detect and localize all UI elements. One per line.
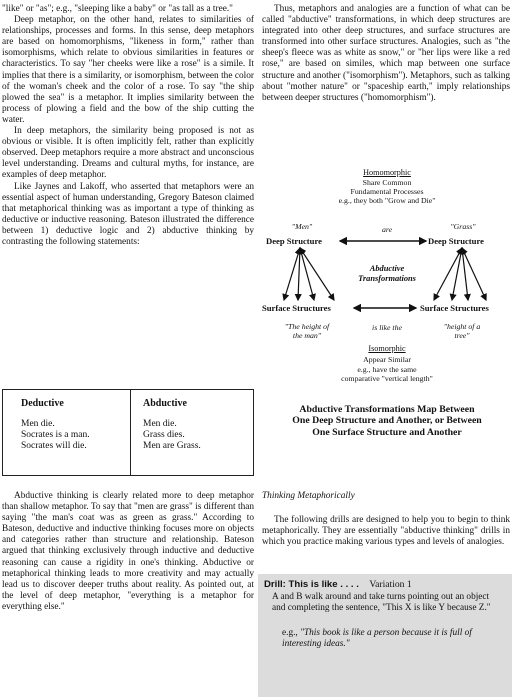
drill-eg: e.g., bbox=[282, 628, 298, 638]
right-column-top bbox=[262, 4, 510, 104]
isomorphic-line3: comparative "vertical length" bbox=[341, 374, 433, 383]
diagram-caption bbox=[262, 404, 512, 438]
abductive-label: Abductive bbox=[369, 264, 405, 273]
drill-variation: Variation 1 bbox=[369, 579, 412, 590]
caption-line: One Surface Structure and Another bbox=[312, 426, 462, 438]
deductive-header: Deductive bbox=[21, 398, 64, 409]
paragraph-drills-intro: The following drills are designed to help you to begin to think metaphorically. They are essentially "abductive thinking" drills in which you practice making various types and levels of analogies. bbox=[262, 515, 510, 548]
deductive-column bbox=[21, 398, 90, 452]
height-man-line2: the man" bbox=[292, 331, 322, 340]
table-line: Men die. bbox=[21, 419, 55, 429]
paragraph-deep-metaphor-similarity: In deep metaphors, the similarity being proposed is not as obvious or visible. It is often implicitly felt, rather than explicitly observed. Deep metaphors require a more abstract and unconscious level understanding. Dreams and cultural myths, for instance, are examples of deep metaphor. bbox=[2, 126, 254, 181]
isomorphic-line1: Appear Similar bbox=[363, 355, 411, 364]
paragraph-deep-metaphor: Deep metaphor, on the other hand, relates to similarities of relationships, processes and forms. In this sense, deep metaphors are based on homomorphisms, "likeness in form," rather than isomorphisms, which relate to obvious similarities in features or characteristics. To say "her cheeks were like a rose" is a simile. It implies that there is a similarity, or isomorphism, between the color of the woman's cheek and the color of a rose. To say "the ship plowed the sea" is a metaphor. It implies similarity between the process of plowing a field and the bow of the ship cutting the water. bbox=[2, 15, 254, 125]
abductive-diagram bbox=[262, 168, 512, 396]
isomorphic-line2: e.g., have the same bbox=[357, 365, 417, 374]
section-heading-thinking-metaphorically: Thinking Metaphorically bbox=[262, 491, 355, 501]
homomorphic-title: Homomorphic bbox=[363, 168, 411, 177]
homomorphic-line1: Share Common bbox=[362, 178, 412, 187]
deductive-abductive-table bbox=[2, 389, 254, 476]
drill-box bbox=[258, 574, 512, 697]
isomorphic-title: Isomorphic bbox=[368, 344, 406, 353]
are-label: are bbox=[381, 225, 393, 234]
right-column-bottom bbox=[262, 491, 510, 548]
homomorphic-line3: e.g., they both "Grow and Die" bbox=[338, 196, 436, 205]
height-man-line1: "The height of bbox=[284, 322, 330, 331]
abductive-header: Abductive bbox=[143, 398, 187, 409]
homomorphic-line2: Fundamental Processes bbox=[350, 187, 424, 196]
table-divider bbox=[130, 390, 131, 475]
transformations-label: Transformations bbox=[358, 274, 416, 283]
caption-line: One Deep Structure and Another, or Between bbox=[292, 415, 482, 427]
table-line: Men die. bbox=[143, 419, 177, 429]
abductive-column bbox=[143, 398, 201, 452]
drill-heading bbox=[264, 579, 412, 590]
is-like-label: is like the bbox=[372, 323, 402, 332]
height-tree-line2: tree" bbox=[454, 331, 470, 340]
left-column-bottom bbox=[2, 491, 254, 613]
paragraph-abductive-thinking: Abductive thinking is clearly related more to deep metaphor than shallow metaphor. To say that "men are grass" is different than saying "the man's coat was as green as grass." According to Bateson, deductive and inductive thinking focuses more on objects and categories rather than structure and relationship. Bateson argued that thinking exclusively through inductive and deductive reasoning can cause a rigidity in one's thinking. Abductive or metaphorical thinking leads to more creativity and may actually lead us to discover deeper truths about reality. As pointed out, at the level of deep metaphor, "everything is a metaphor for everything else." bbox=[2, 491, 254, 612]
surface-structures-right: Surface Structures bbox=[420, 303, 489, 313]
drill-instructions: A and B walk around and take turns pointing out an object and completing the sentence, "This X is like Y because Z." bbox=[272, 592, 491, 614]
caption-line: Abductive Transformations Map Between bbox=[299, 404, 475, 415]
table-line: Grass dies. bbox=[143, 430, 185, 440]
grass-label: "Grass" bbox=[450, 222, 476, 231]
drill-example-text: "This book is like a person because it is full of interesting ideas." bbox=[282, 628, 472, 650]
paragraph-abductive-transformations: Thus, metaphors and analogies are a function of what can be called "abductive" transformations, in which deep structures are integrated into other deep structures, and surface structures are transformed into other surface structures. Analogies, such as "the sheep's fleece was as white as snow," or "her lips were like a red rose," are based on similes, which map between one surface structure and another ("isomorphism"). Metaphors, such as talking about "mother nature" or "spaceship earth," imply relationships between deeper structures ("homomorphism"). bbox=[262, 4, 510, 103]
table-line: Socrates is a man. bbox=[21, 430, 90, 440]
surface-structures-left: Surface Structures bbox=[262, 303, 331, 313]
men-label: "Men" bbox=[291, 222, 313, 231]
deep-structure-left: Deep Structure bbox=[266, 236, 322, 246]
paragraph-bateson: Like Jaynes and Lakoff, who asserted that metaphors were an essential aspect of human understanding, Gregory Bateson claimed that metaphorical thinking was as important a type of thinking as deductive or inductive reasoning. Bateson illustrated the difference between 1) deductive logic and 2) abductive thinking by contrasting the following statements: bbox=[2, 181, 254, 247]
drill-example bbox=[282, 628, 504, 650]
table-line: Socrates will die. bbox=[21, 441, 87, 451]
height-tree-line1: "height of a bbox=[443, 322, 481, 331]
table-line: Men are Grass. bbox=[143, 441, 201, 451]
deep-structure-right: Deep Structure bbox=[428, 236, 484, 246]
left-column-top bbox=[2, 4, 254, 248]
paragraph-simile-example: "like" or "as"; e.g., "sleeping like a baby" or "as tall as a tree." bbox=[2, 4, 233, 14]
drill-title: Drill: This is like . . . . bbox=[264, 579, 359, 590]
